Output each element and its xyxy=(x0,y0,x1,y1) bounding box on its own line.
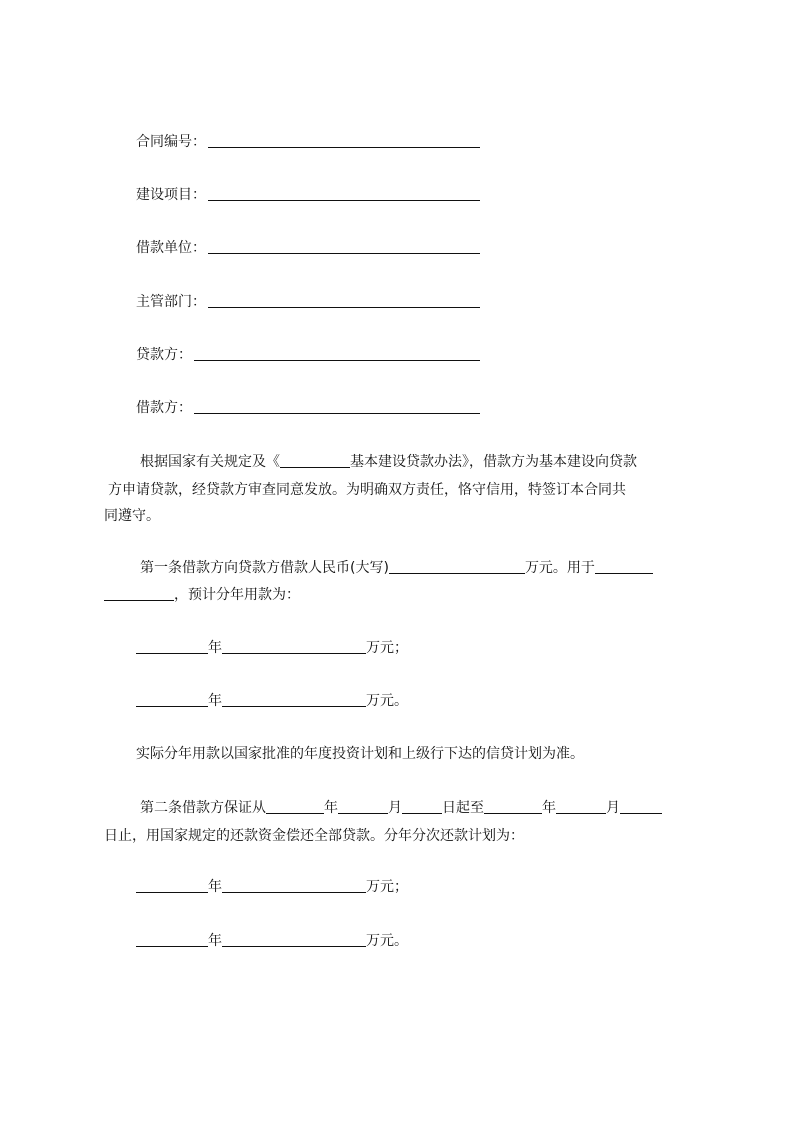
article1-row2-amount-blank[interactable] xyxy=(222,692,366,707)
article2-line-2: 日止，用国家规定的还款资金偿还全部贷款。分年分次还款计划为： xyxy=(104,828,524,844)
article2-year: 年 xyxy=(324,800,338,816)
supervising-department-label: 主管部门： xyxy=(136,294,206,310)
article2-year-row-2 xyxy=(136,931,408,951)
intro-line-1 xyxy=(140,452,637,472)
contract-number-label: 合同编号： xyxy=(136,134,206,150)
intro-middle: 基本建设贷款办法》，借款方为基本建设向贷款 xyxy=(350,454,637,470)
article2-row2-end: 万元。 xyxy=(366,933,408,949)
article2-from-day-blank[interactable] xyxy=(402,799,442,814)
article1-line-2 xyxy=(104,585,300,605)
article2-row2-year-blank[interactable] xyxy=(136,932,208,947)
article1-row2-year-blank[interactable] xyxy=(136,692,208,707)
article2-to-month-blank[interactable] xyxy=(556,799,606,814)
article1-amount-blank[interactable] xyxy=(389,559,525,574)
article2-year-row-1 xyxy=(136,877,408,897)
contract-number-blank[interactable] xyxy=(208,133,480,148)
article2-month: 月 xyxy=(388,800,402,816)
actual-usage-note: 实际分年用款以国家批准的年度投资计划和上级行下达的信贷计划为准。 xyxy=(136,746,584,762)
article1-row1-amount-blank[interactable] xyxy=(222,639,366,654)
article2-row1-amount-blank[interactable] xyxy=(222,878,366,893)
article2-month2: 月 xyxy=(606,800,620,816)
contract-number-field xyxy=(136,132,480,152)
borrower-field xyxy=(136,398,480,418)
article1-prefix: 第一条借款方向贷款方借款人民币(大写) xyxy=(140,560,389,576)
article2-row1-year: 年 xyxy=(208,879,222,895)
article1-row1-year: 年 xyxy=(208,640,222,656)
borrower-blank[interactable] xyxy=(194,399,480,414)
intro-line-3: 同遵守。 xyxy=(104,508,160,524)
article2-row1-end: 万元； xyxy=(366,879,408,895)
article2-prefix: 第二条借款方保证从 xyxy=(140,800,266,816)
article1-year-row-1 xyxy=(136,638,408,658)
lender-blank[interactable] xyxy=(194,346,480,361)
article1-row2-end: 万元。 xyxy=(366,693,408,709)
article1-row1-end: 万元； xyxy=(366,640,408,656)
intro-line-2: 方申请贷款，经贷款方审查同意发放。为明确双方责任，恪守信用，特签订本合同共 xyxy=(108,482,626,498)
borrower-label: 借款方： xyxy=(136,400,192,416)
article2-year2: 年 xyxy=(542,800,556,816)
intro-blank[interactable] xyxy=(280,453,350,468)
supervising-department-blank[interactable] xyxy=(208,293,480,308)
article1-use-blank[interactable] xyxy=(595,559,653,574)
article1-line2-suffix: ，预计分年用款为： xyxy=(174,587,300,603)
intro-prefix: 根据国家有关规定及《 xyxy=(140,454,280,470)
article1-row2-year: 年 xyxy=(208,693,222,709)
construction-project-blank[interactable] xyxy=(208,186,480,201)
article2-from-year-blank[interactable] xyxy=(266,799,324,814)
article2-to-year-blank[interactable] xyxy=(484,799,542,814)
article2-row2-amount-blank[interactable] xyxy=(222,932,366,947)
article2-row2-year: 年 xyxy=(208,933,222,949)
article1-use-blank-2[interactable] xyxy=(104,586,174,601)
borrowing-unit-blank[interactable] xyxy=(208,239,480,254)
supervising-department-field xyxy=(136,292,480,312)
article1-line-1 xyxy=(140,558,653,578)
article1-row1-year-blank[interactable] xyxy=(136,639,208,654)
article2-from-month-blank[interactable] xyxy=(338,799,388,814)
construction-project-field xyxy=(136,185,480,205)
article2-row1-year-blank[interactable] xyxy=(136,878,208,893)
borrowing-unit-label: 借款单位： xyxy=(136,240,206,256)
borrowing-unit-field xyxy=(136,238,480,258)
article1-year-row-2 xyxy=(136,691,408,711)
article2-to-day-blank[interactable] xyxy=(620,799,662,814)
article2-line-1 xyxy=(140,798,662,818)
lender-field xyxy=(136,345,480,365)
article2-day-from: 日起至 xyxy=(442,800,484,816)
construction-project-label: 建设项目： xyxy=(136,187,206,203)
lender-label: 贷款方： xyxy=(136,347,192,363)
article1-use: 万元。用于 xyxy=(524,560,595,576)
